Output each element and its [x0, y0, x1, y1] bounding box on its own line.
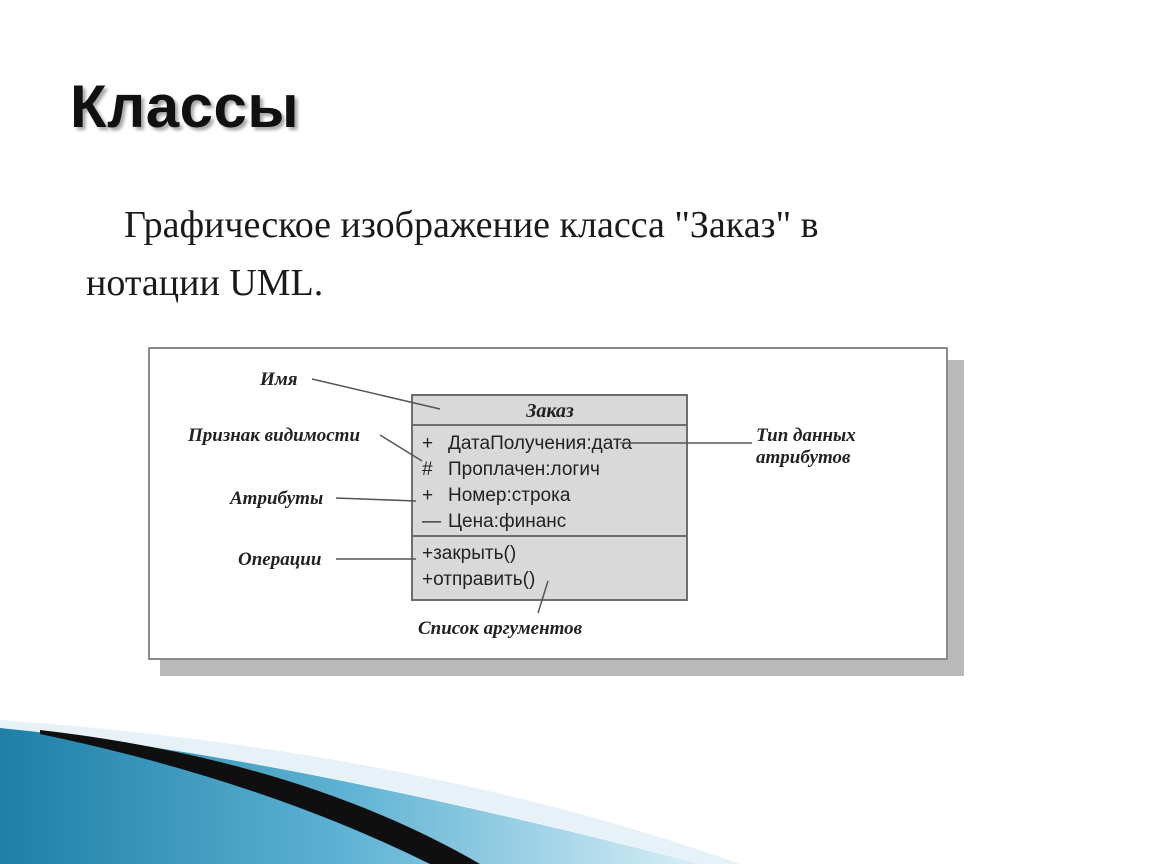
leader-attributes	[336, 498, 416, 501]
attr-visibility-2: #	[422, 459, 433, 480]
attr-text-1: ДатаПолучения:дата	[448, 433, 632, 454]
label-data-type-1: Тип данных	[756, 425, 856, 446]
attr-visibility-3: +	[422, 485, 434, 506]
attr-visibility-1: +	[422, 433, 434, 454]
label-arguments: Список аргументов	[418, 618, 583, 639]
class-name: Заказ	[526, 400, 574, 422]
label-data-type-2: атрибутов	[756, 447, 851, 468]
decorative-swoosh	[0, 700, 1150, 864]
attr-text-3: Номер:строка	[448, 485, 571, 506]
uml-class-figure	[148, 347, 948, 660]
attr-text-4: Цена:финанс	[448, 511, 567, 532]
label-name: Имя	[260, 369, 298, 390]
label-operations: Операции	[238, 549, 322, 570]
body-line-2: нотации UML.	[86, 262, 324, 304]
label-attributes: Атрибуты	[230, 488, 324, 509]
operation-2: +отправить()	[422, 569, 536, 590]
slide-title: Классы	[70, 73, 300, 140]
label-visibility: Признак видимости	[188, 425, 361, 446]
attr-visibility-4: —	[422, 511, 441, 532]
operation-1: +закрыть()	[422, 543, 517, 564]
attr-text-2: Проплачен:логич	[448, 459, 600, 480]
uml-diagram	[150, 349, 948, 660]
slide-body-text	[86, 196, 986, 312]
body-line-1: Графическое изображение класса "Заказ" в	[124, 204, 819, 246]
